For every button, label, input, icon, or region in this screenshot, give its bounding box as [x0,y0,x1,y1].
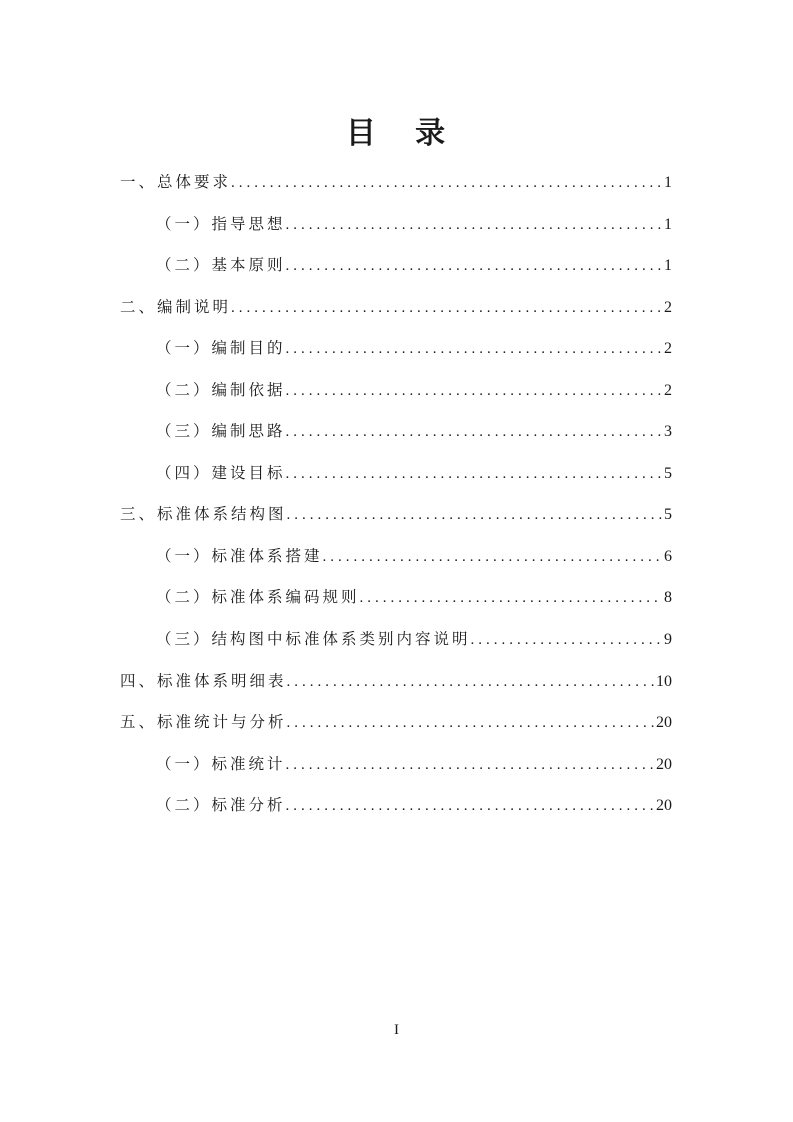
dot-leader [286,371,662,413]
dot-leader [286,246,662,288]
toc-entry[interactable] [120,577,672,619]
toc-entry-page: 2 [664,298,672,316]
dot-leader [286,786,654,828]
toc-entry-page: 6 [664,547,672,565]
toc-entry-label: 三、标准体系结构图 [120,505,287,524]
toc-entry-label: 一、总体要求 [120,173,232,191]
toc-entry-label: （一）标准体系搭建 [156,546,323,565]
toc-entry-label: 二、编制说明 [120,297,232,316]
toc-entry-label: （一）标准统计 [156,754,286,773]
toc-entry[interactable] [120,204,672,246]
dot-leader [471,620,662,662]
toc-entry[interactable] [120,162,672,204]
dot-leader [287,703,654,745]
toc-entry[interactable] [120,661,672,703]
dot-leader [286,329,662,371]
toc-entry-label: （三）结构图中标准体系类别内容说明 [156,630,471,649]
toc-entry-label: （三）编制思路 [156,422,286,441]
toc-entry-label: （二）基本原则 [156,256,286,275]
toc-entry[interactable] [120,370,672,412]
toc-entry-label: （二）标准体系编码规则 [156,588,360,607]
dot-leader [231,163,662,205]
toc-entry-page: 20 [656,797,672,815]
page-number: I [394,1022,399,1038]
toc-entry[interactable] [120,494,672,536]
dot-leader [286,454,662,496]
toc-entry-label: 四、标准体系明细表 [120,671,287,690]
dot-leader [287,662,654,704]
toc-entry[interactable] [120,328,672,370]
toc-entry-page: 1 [664,215,672,233]
table-of-contents [120,162,672,827]
dot-leader [323,537,662,579]
toc-entry-label: （一）编制目的 [156,339,286,358]
toc-entry[interactable] [120,245,672,287]
toc-entry-page: 1 [664,257,672,275]
toc-entry-page: 8 [664,589,672,607]
toc-entry-label: （四）建设目标 [156,463,286,482]
toc-entry-page: 9 [664,631,672,649]
toc-entry[interactable] [120,287,672,329]
toc-entry-page: 2 [664,340,672,358]
dot-leader [360,578,662,620]
toc-entry-page: 10 [656,672,672,690]
toc-entry-page: 1 [664,174,672,191]
toc-entry-page: 3 [664,423,672,441]
toc-entry-label: （二）编制依据 [156,380,286,399]
dot-leader [287,495,662,537]
toc-title: 目 录 [345,116,448,151]
toc-entry[interactable] [120,453,672,495]
toc-entry-page: 5 [664,464,672,482]
toc-entry-label: 五、标准统计与分析 [120,713,287,732]
toc-entry-page: 2 [664,381,672,399]
toc-entry-label: （二）标准分析 [156,796,286,815]
toc-entry[interactable] [120,536,672,578]
toc-entry[interactable] [120,411,672,453]
toc-entry[interactable] [120,702,672,744]
toc-entry-page: 20 [656,755,672,773]
toc-entry-page: 5 [664,506,672,524]
dot-leader [231,288,662,330]
toc-entry[interactable] [120,744,672,786]
dot-leader [286,412,662,454]
toc-entry-page: 20 [656,714,672,732]
dot-leader [286,745,654,787]
toc-entry-label: （一）指导思想 [156,214,286,233]
toc-entry[interactable] [120,619,672,661]
toc-entry[interactable] [120,785,672,827]
dot-leader [286,205,662,247]
